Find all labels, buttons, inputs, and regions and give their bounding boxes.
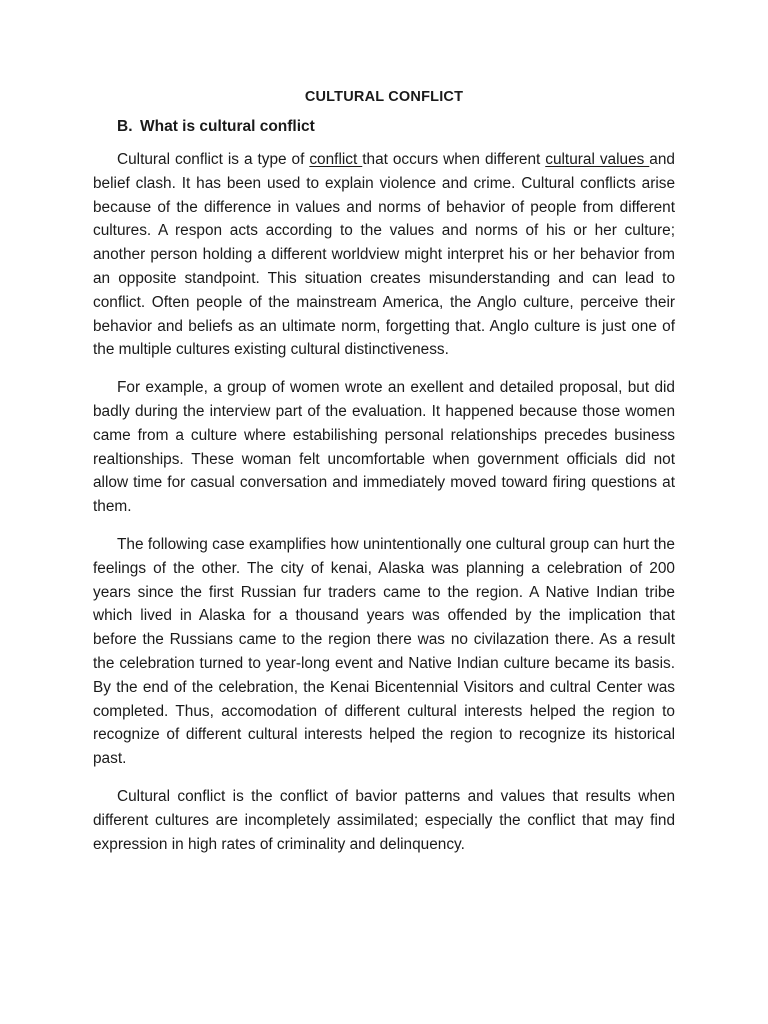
paragraph-text: Cultural conflict is a type of <box>117 151 310 168</box>
section-heading-text: What is cultural conflict <box>140 118 315 135</box>
conflict-link[interactable]: conflict <box>309 151 363 168</box>
cultural-values-link[interactable]: cultural values <box>545 151 650 168</box>
paragraph-case-study: The following case examplifies how unintentionally one cultural group can hurt the feelings of the other. The city of kenai, Alaska was planning a celebration of 200 years since the first Russian fur traders came to the region. A Native Indian tribe which lived in Alaska for a thousand years was offended by the implication that before the Russians came to the region there was no civilazation there. As a result the celebration turned to year-long event and Native Indian culture became its basis. By the end of the celebration, the Kenai Bicentennial Visitors and cultral Center was completed. Thus, accomodation of different cultural interests helped the region to recognize of different cultural interests helped the region to recognize its historical past. <box>93 535 675 768</box>
document-title: CULTURAL CONFLICT <box>304 89 464 105</box>
paragraph-example: For example, a group of women wrote an exellent and detailed proposal, but did badly during the interview part of the evaluation. It happened because those women came from a culture where estabilishing personal relationships precedes business realtionships. These woman felt uncomfortable when government officials did not allow time for casual conversation and immediately moved toward firing questions at them. <box>93 379 675 516</box>
paragraph-text: and belief clash. It has been used to explain violence and crime. Cultural conflicts arise because of the difference in values and norms of behavior of people from different cultures. A respon acts according to the values and norms of his or her culture; another person holding a different worldview might interpret his or her behavior from an opposite standpoint. This situation creates misunderstanding and can lead to conflict. Often people of the mainstream America, the Anglo culture, perceive their behavior and beliefs as an ultimate norm, forgetting that. Anglo culture is just one of the multiple cultures existing cultural distinctiveness. <box>93 151 675 359</box>
section-heading <box>93 118 675 136</box>
paragraph-definition <box>93 148 675 362</box>
document-page <box>93 89 675 870</box>
section-letter: B. <box>117 118 133 135</box>
paragraph-text: that occurs when different <box>362 151 546 168</box>
paragraph-conclusion: Cultural conflict is the conflict of bavior patterns and values that results when different cultures are incompletely assimilated; especially the conflict that may find expression in high rates of criminality and delinquency. <box>93 787 675 853</box>
